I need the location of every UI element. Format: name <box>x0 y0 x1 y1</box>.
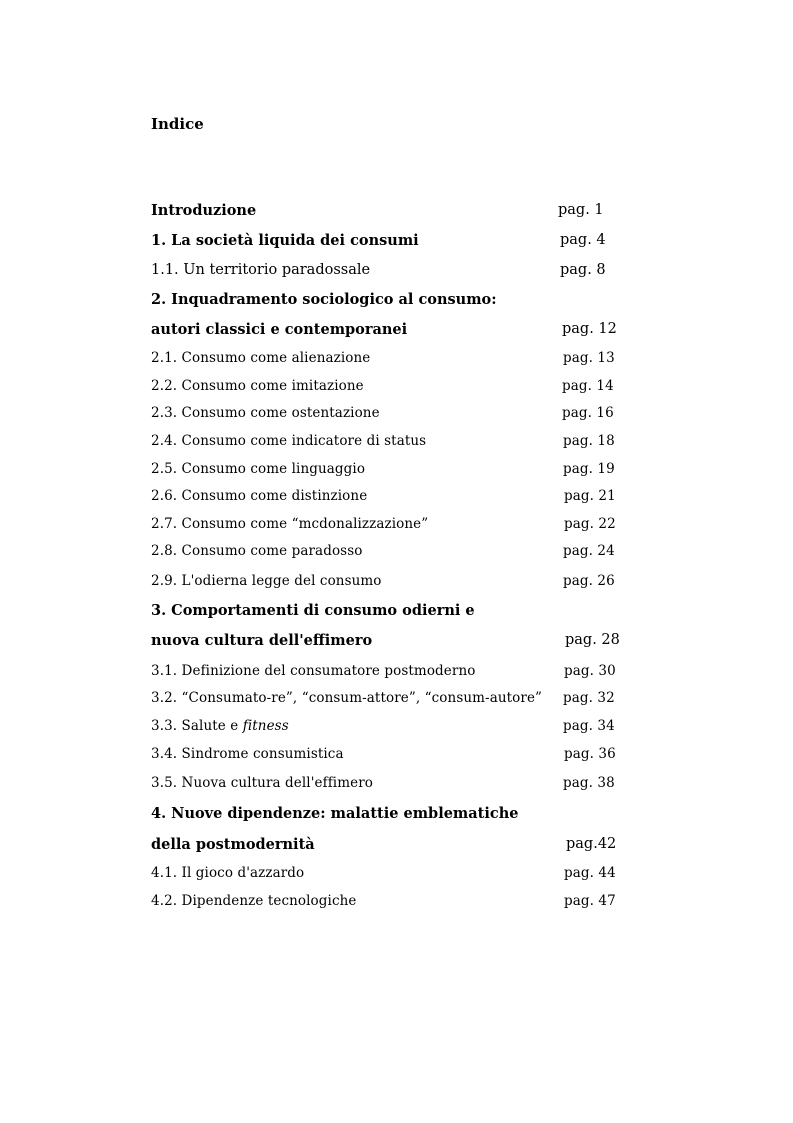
toc-entry-title: 2.8. Consumo come paradosso <box>151 543 363 559</box>
toc-entry-title: 2.4. Consumo come indicatore di status <box>151 433 427 449</box>
toc-entry-title <box>151 718 621 734</box>
toc-entry-chapter-2-line-2 <box>151 321 621 343</box>
toc-entry-page: pag. 13 <box>563 350 615 366</box>
toc-entry-title: autori classici e contemporanei <box>151 321 408 338</box>
toc-entry-page: pag. 21 <box>564 488 616 504</box>
toc-entry-page: pag. 38 <box>563 775 615 791</box>
toc-entry-title: 1.1. Un territorio paradossale <box>151 262 371 278</box>
toc-entry-section-3-4 <box>151 746 621 768</box>
toc-entry-title: 2.9. L'odierna legge del consumo <box>151 573 382 589</box>
toc-entry-title: 3.4. Sindrome consumistica <box>151 746 344 762</box>
toc-entry-chapter-3-line-1 <box>151 602 621 624</box>
toc-entry-page: pag. 22 <box>564 516 616 532</box>
toc-entry-section-2-8 <box>151 543 621 565</box>
toc-entry-chapter-1 <box>151 232 621 254</box>
toc-entry-chapter-2-line-1 <box>151 291 621 313</box>
toc-entry-section-3-2 <box>151 690 621 712</box>
toc-entry-title: 3.2. “Consumato-re”, “consum-attore”, “consum-autore” <box>151 690 543 706</box>
toc-entry-section-2-6 <box>151 488 621 510</box>
toc-entry-page: pag. 36 <box>564 746 616 762</box>
toc-entry-section-3-5 <box>151 775 621 797</box>
toc-entry-page: pag. 19 <box>563 461 615 477</box>
toc-entry-title: 1. La società liquida dei consumi <box>151 232 419 249</box>
toc-entry-title: 2.3. Consumo come ostentazione <box>151 405 380 421</box>
toc-entry-page: pag. 34 <box>563 718 615 734</box>
toc-entry-page: pag. 30 <box>564 663 616 679</box>
toc-entry-page: pag. 1 <box>558 202 604 218</box>
toc-entry-section-2-3 <box>151 405 621 427</box>
toc-entry-page: pag. 14 <box>562 378 614 394</box>
toc-entry-title: 2.2. Consumo come imitazione <box>151 378 364 394</box>
page-title: Indice <box>151 115 204 133</box>
toc-entry-title: 3.1. Definizione del consumatore postmoderno <box>151 663 476 679</box>
toc-entry-page: pag. 24 <box>563 543 615 559</box>
toc-entry-section-2-7 <box>151 516 621 538</box>
toc-entry-introduzione <box>151 202 621 224</box>
toc-entry-title: 2.5. Consumo come linguaggio <box>151 461 366 477</box>
toc-entry-page: pag. 4 <box>560 232 606 248</box>
toc-entry-page: pag. 32 <box>563 690 615 706</box>
toc-entry-title: Introduzione <box>151 202 257 219</box>
toc-entry-title: 4. Nuove dipendenze: malattie emblematiche <box>151 805 519 822</box>
toc-entry-page: pag. 8 <box>560 262 606 278</box>
toc-entry-chapter-3-line-2 <box>151 632 621 654</box>
toc-entry-title: 2.1. Consumo come alienazione <box>151 350 371 366</box>
toc-entry-title: 4.2. Dipendenze tecnologiche <box>151 893 357 909</box>
toc-entry-page: pag. 18 <box>563 433 615 449</box>
toc-entry-section-3-1 <box>151 663 621 685</box>
toc-entry-title: 2. Inquadramento sociologico al consumo: <box>151 291 497 308</box>
toc-entry-page: pag. 26 <box>563 573 615 589</box>
toc-entry-title: della postmodernità <box>151 836 315 853</box>
toc-entry-title: nuova cultura dell'effimero <box>151 632 373 649</box>
toc-entry-title-prefix: 3.3. Salute e <box>151 718 243 734</box>
toc-entry-page: pag. 44 <box>564 865 616 881</box>
toc-entry-page: pag.42 <box>566 836 617 852</box>
toc-entry-page: pag. 47 <box>564 893 616 909</box>
toc-entry-section-4-2 <box>151 893 621 915</box>
toc-entry-title: 2.6. Consumo come distinzione <box>151 488 368 504</box>
toc-entry-title: 3.5. Nuova cultura dell'effimero <box>151 775 373 791</box>
toc-entry-section-4-1 <box>151 865 621 887</box>
toc-entry-page: pag. 16 <box>562 405 614 421</box>
toc-entry-title-italic: fitness <box>242 718 289 734</box>
toc-entry-section-2-2 <box>151 378 621 400</box>
toc-entry-section-2-4 <box>151 433 621 455</box>
toc-entry-title: 3. Comportamenti di consumo odierni e <box>151 602 475 619</box>
toc-entry-title: 4.1. Il gioco d'azzardo <box>151 865 305 881</box>
toc-entry-section-2-1 <box>151 350 621 372</box>
toc-entry-chapter-4-line-2 <box>151 836 621 858</box>
toc-entry-page: pag. 28 <box>565 632 620 648</box>
toc-entry-section-2-5 <box>151 461 621 483</box>
toc-entry-section-3-3 <box>151 718 621 740</box>
toc-entry-page: pag. 12 <box>562 321 617 337</box>
toc-entry-section-2-9 <box>151 573 621 595</box>
toc-entry-section-1-1 <box>151 262 621 284</box>
toc-entry-chapter-4-line-1 <box>151 805 621 827</box>
toc-entry-title: 2.7. Consumo come “mcdonalizzazione” <box>151 516 429 532</box>
